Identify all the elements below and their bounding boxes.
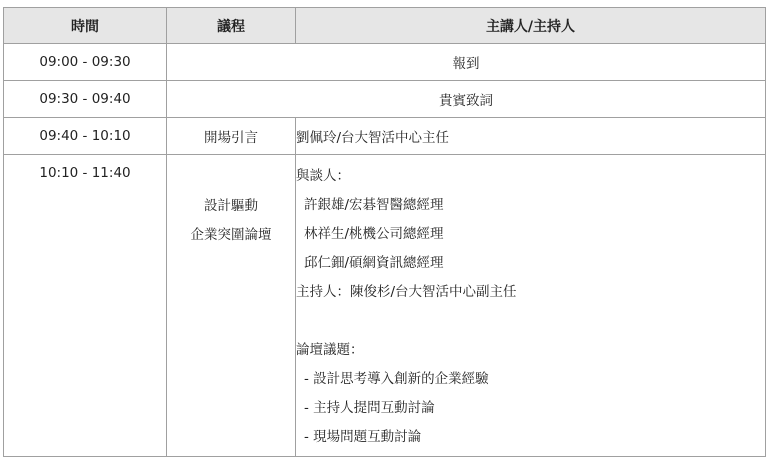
panelist: 邱仁鈿/碩網資訊總經理 [304, 255, 444, 271]
panel-label: 與談人： [296, 168, 350, 184]
host: 主持人：陳俊杉/台大智活中心副主任 [296, 284, 517, 300]
forum-topic [167, 155, 296, 457]
table-row-forum [4, 155, 766, 457]
issue-item: - 主持人提問互動討論 [304, 400, 435, 416]
forum-topic-line: 設計驅動 [204, 198, 258, 214]
row-registration: 報到 [167, 44, 766, 81]
row-time: 09:30 - 09:40 [4, 81, 167, 118]
panelist: 許銀雄/宏碁智醫總經理 [304, 197, 444, 213]
issue-item: - 設計思考導入創新的企業經驗 [304, 371, 489, 387]
issue-item: - 現場問題互動討論 [304, 429, 422, 445]
spacer [296, 307, 765, 336]
row-time: 09:40 - 10:10 [4, 118, 167, 155]
forum-details [296, 155, 766, 457]
forum-topic-line: 企業突圍論壇 [190, 227, 272, 243]
forum-time: 10:10 - 11:40 [4, 155, 167, 457]
row-time: 09:00 - 09:30 [4, 44, 167, 81]
issues-label: 論壇議題： [296, 342, 364, 358]
agenda-table [3, 7, 766, 457]
row-topic: 開場引言 [167, 118, 296, 155]
header-time: 時間 [4, 8, 167, 44]
table-row [4, 44, 766, 81]
table-row [4, 118, 766, 155]
table-header-row [4, 8, 766, 44]
panelist: 林祥生/桃機公司總經理 [304, 226, 444, 242]
header-agenda: 議程 [167, 8, 296, 44]
header-speaker: 主講人/主持人 [296, 8, 766, 44]
row-speaker: 劉佩玲/台大智活中心主任 [296, 118, 766, 155]
table-row [4, 81, 766, 118]
row-guest-speech: 貴賓致詞 [167, 81, 766, 118]
